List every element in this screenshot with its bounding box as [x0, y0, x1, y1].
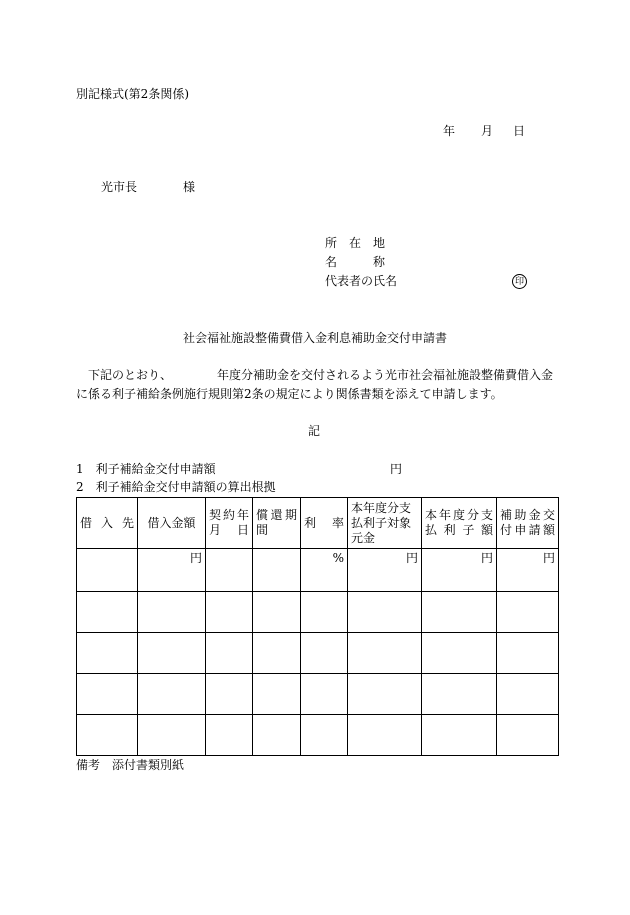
table-cell[interactable]: 円: [422, 549, 497, 592]
body-line2: に係る利子補給条例施行規則第2条の規定により関係書類を添えて申請します。: [76, 387, 503, 401]
date-year: 年: [443, 124, 456, 138]
table-cell[interactable]: [77, 715, 138, 756]
calculation-table: [76, 497, 559, 756]
table-cell[interactable]: [77, 592, 138, 633]
header-repayment-period: 償還期間: [253, 498, 301, 549]
ki-heading: 記: [308, 424, 321, 438]
table-cell[interactable]: 円: [497, 549, 559, 592]
addressee-honorific: 様: [183, 180, 196, 194]
header-principal: 本年度分支払利子対象元金: [348, 498, 422, 549]
applicant-location-label: 所 在 地: [325, 236, 386, 250]
table-cell[interactable]: [206, 633, 253, 674]
table-cell[interactable]: [206, 549, 253, 592]
table-row: [77, 549, 559, 592]
applicant-representative-label: 代表者の氏名: [325, 274, 398, 288]
table-row: [77, 633, 559, 674]
table-cell[interactable]: 円: [138, 549, 206, 592]
table-cell[interactable]: [253, 592, 301, 633]
table-row: [77, 715, 559, 756]
table-cell[interactable]: [206, 715, 253, 756]
table-cell[interactable]: [77, 633, 138, 674]
table-cell[interactable]: [138, 674, 206, 715]
table-cell[interactable]: [348, 633, 422, 674]
seal-mark: [512, 273, 527, 289]
table-cell[interactable]: [348, 592, 422, 633]
table-cell[interactable]: [301, 715, 348, 756]
header-contract-date: 契約年月日: [206, 498, 253, 549]
body-line1-part1: 下記のとおり、: [88, 368, 173, 382]
table-cell[interactable]: [253, 674, 301, 715]
table-cell[interactable]: [77, 549, 138, 592]
table-cell[interactable]: [301, 592, 348, 633]
table-cell[interactable]: [497, 633, 559, 674]
addressee-name: 光市長: [101, 180, 138, 194]
table-cell[interactable]: [253, 549, 301, 592]
table-cell[interactable]: [206, 674, 253, 715]
table-cell[interactable]: [348, 674, 422, 715]
date-day: 日: [513, 124, 526, 138]
table-cell[interactable]: [77, 674, 138, 715]
table-cell[interactable]: [253, 715, 301, 756]
header-subsidy-amount: 補助金交付申請額: [497, 498, 559, 549]
table-cell[interactable]: 円: [348, 549, 422, 592]
table-cell[interactable]: [206, 592, 253, 633]
table-cell[interactable]: [138, 592, 206, 633]
table-cell[interactable]: [497, 715, 559, 756]
table-cell[interactable]: [497, 674, 559, 715]
table-row: [77, 674, 559, 715]
header-lender: 借入先: [77, 498, 138, 549]
item1-unit: 円: [390, 462, 403, 476]
table-cell[interactable]: [348, 715, 422, 756]
table-cell[interactable]: %: [301, 549, 348, 592]
seal-mark-text: 印: [512, 274, 527, 289]
applicant-name-label: 名 称: [325, 255, 386, 269]
header-loan-amount: 借入金額: [138, 498, 206, 549]
item2-label: 2 利子補給金交付申請額の算出根拠: [76, 480, 276, 494]
table-cell[interactable]: [301, 674, 348, 715]
remarks: 備考 添付書類別紙: [76, 758, 185, 772]
table-cell[interactable]: [422, 633, 497, 674]
body-line1-part2: 年度分補助金を交付されるよう光市社会福祉施設整備費借入金: [217, 368, 554, 382]
table-header-row: [77, 498, 559, 549]
table-cell[interactable]: [422, 592, 497, 633]
item1-label: 1 利子補給金交付申請額: [76, 462, 216, 476]
table-cell[interactable]: [253, 633, 301, 674]
table-cell[interactable]: [301, 633, 348, 674]
table-cell[interactable]: [422, 715, 497, 756]
form-label: 別記様式(第2条関係): [76, 87, 189, 101]
table-cell[interactable]: [138, 715, 206, 756]
header-interest-amount: 本年度分支払利子額: [422, 498, 497, 549]
document-title: 社会福祉施設整備費借入金利息補助金交付申請書: [182, 331, 447, 345]
table-cell[interactable]: [497, 592, 559, 633]
header-interest-rate: 利率: [301, 498, 348, 549]
date-month: 月: [481, 124, 494, 138]
table-cell[interactable]: [422, 674, 497, 715]
table-cell[interactable]: [138, 633, 206, 674]
table-row: [77, 592, 559, 633]
